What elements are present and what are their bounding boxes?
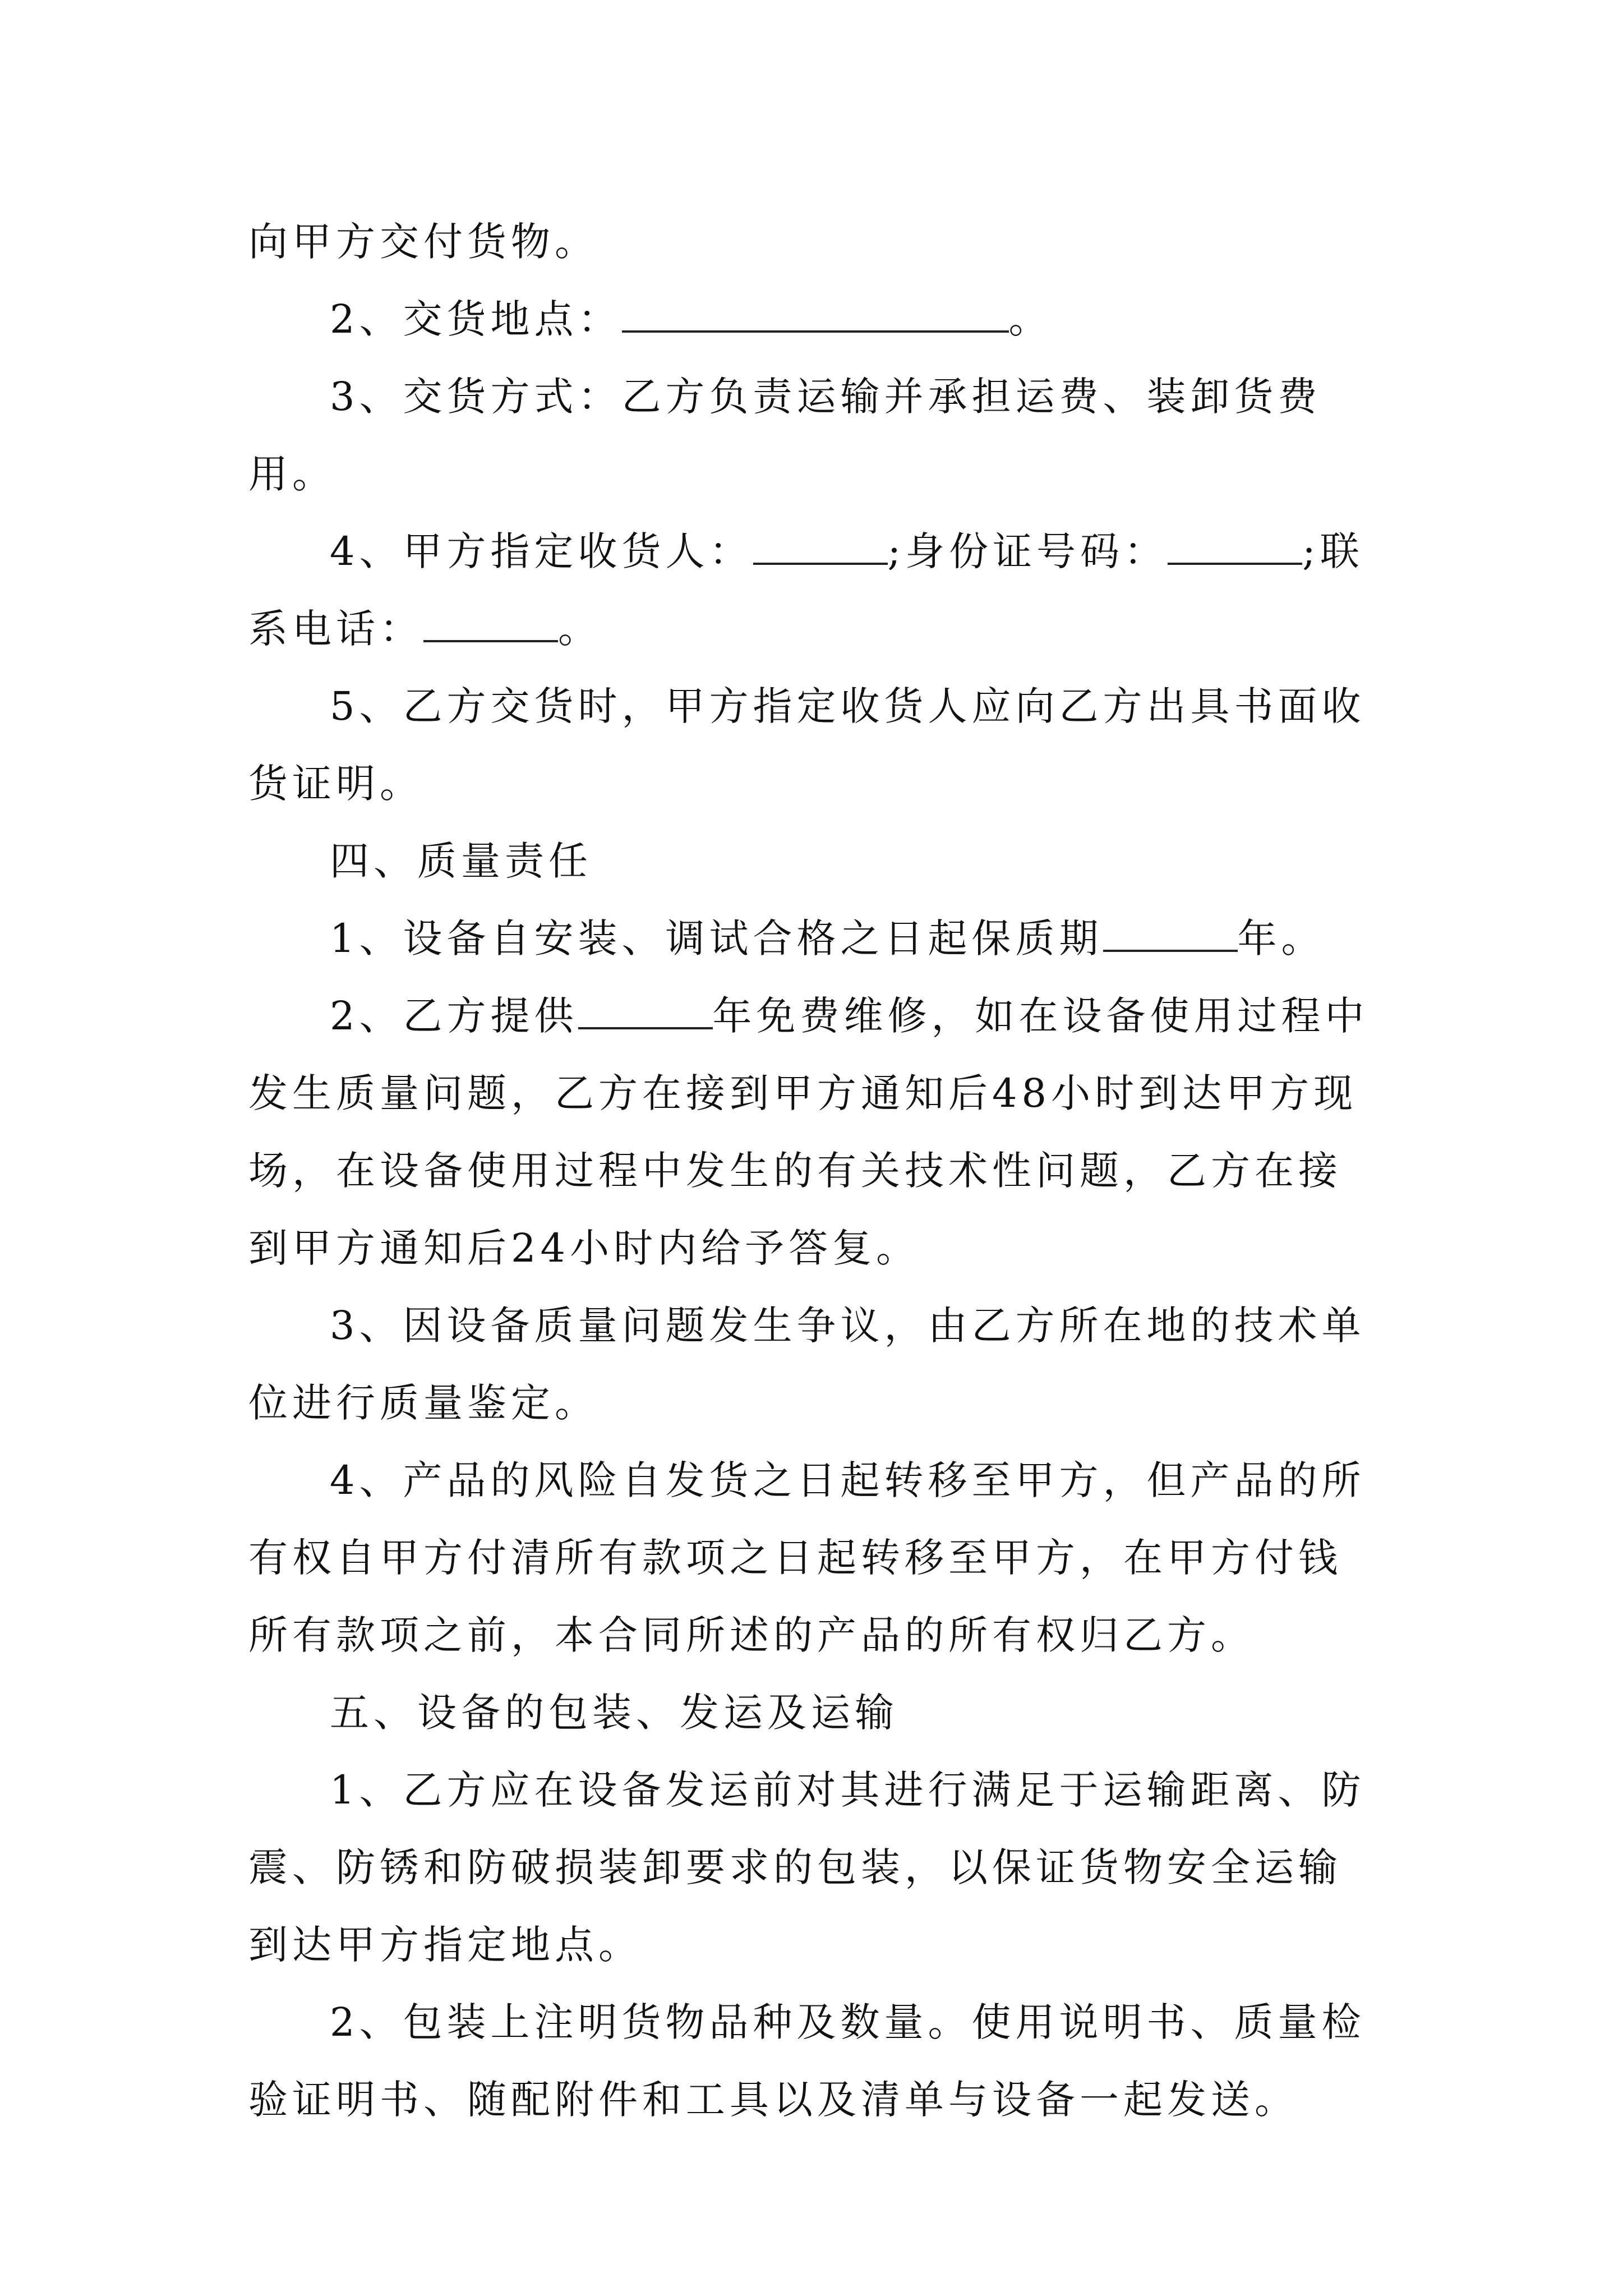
- clause-text: 1、设备自安装、调试合格之日起保质期: [330, 915, 1103, 961]
- dispute-clause: [248, 1287, 1376, 1442]
- fill-blank-repair-years: [578, 993, 713, 1029]
- delivery-location-clause: [248, 280, 1376, 358]
- fill-blank-consignee: [753, 529, 888, 565]
- warranty-clause: [248, 900, 1376, 977]
- clause-text: 2、包装上注明货物品种及数量。使用说明书、质量检验证明书、随配附件和工具以及清单与设备一起发送。: [248, 1999, 1366, 2123]
- clause-text: 2、乙方提供: [330, 993, 578, 1039]
- risk-ownership-clause: [248, 1442, 1376, 1674]
- section-heading-packaging: [248, 1674, 1376, 1751]
- consignee-clause: [248, 513, 1376, 668]
- clause-text: 年免费维修，如在设备使用过程中发生质量问题，乙方在接到甲方通知后48小时到达甲方现场，在设备使用过程中发生的有关技术性问题，乙方在接到甲方通知后24小时内给予答复。: [248, 993, 1369, 1271]
- heading-text: 四、质量责任: [330, 838, 592, 884]
- clause-text: 2、交货地点：: [330, 296, 622, 342]
- clause-text: 5、乙方交货时，甲方指定收货人应向乙方出具书面收货证明。: [248, 683, 1366, 807]
- section-heading-quality: [248, 822, 1376, 900]
- receipt-proof-clause: [248, 668, 1376, 822]
- clause-text: 4、产品的风险自发货之日起转移至甲方，但产品的所有权自甲方付清所有款项之日起转移至甲方，在甲方付钱所有款项之前，本合同所述的产品的所有权归乙方。: [248, 1457, 1366, 1658]
- clause-text: 。: [1008, 296, 1053, 342]
- clause-text: 3、交货方式：乙方负责运输并承担运费、装卸货费用。: [248, 374, 1322, 497]
- fill-blank-phone: [423, 606, 558, 642]
- clause-text: 年。: [1237, 915, 1325, 961]
- clause-text: ;联系电话：: [248, 528, 1364, 652]
- delivery-method-clause: [248, 358, 1376, 513]
- clause-text: 。: [558, 606, 602, 652]
- clause-text: 3、因设备质量问题发生争议，由乙方所在地的技术单位进行质量鉴定。: [248, 1303, 1366, 1426]
- document-body: [248, 203, 1376, 2138]
- packaging-clause: [248, 1751, 1376, 1984]
- clause-text: ;身份证号码：: [887, 528, 1168, 574]
- heading-text: 五、设备的包装、发运及运输: [330, 1690, 898, 1736]
- clause-text: 4、甲方指定收货人：: [330, 528, 753, 574]
- labeling-clause: [248, 1984, 1376, 2138]
- clause-text: 1、乙方应在设备发运前对其进行满足于运输距离、防震、防锈和防破损装卸要求的包装，以保证货物安全运输到达甲方指定地点。: [248, 1767, 1366, 1968]
- paragraph-continuation: [248, 203, 1376, 280]
- fill-blank-warranty-years: [1103, 916, 1238, 952]
- fill-blank-id-number: [1168, 529, 1302, 565]
- fill-blank-delivery-location: [622, 297, 1009, 333]
- free-repair-clause: [248, 977, 1376, 1287]
- paragraph-text: 向甲方交付货物。: [248, 219, 598, 265]
